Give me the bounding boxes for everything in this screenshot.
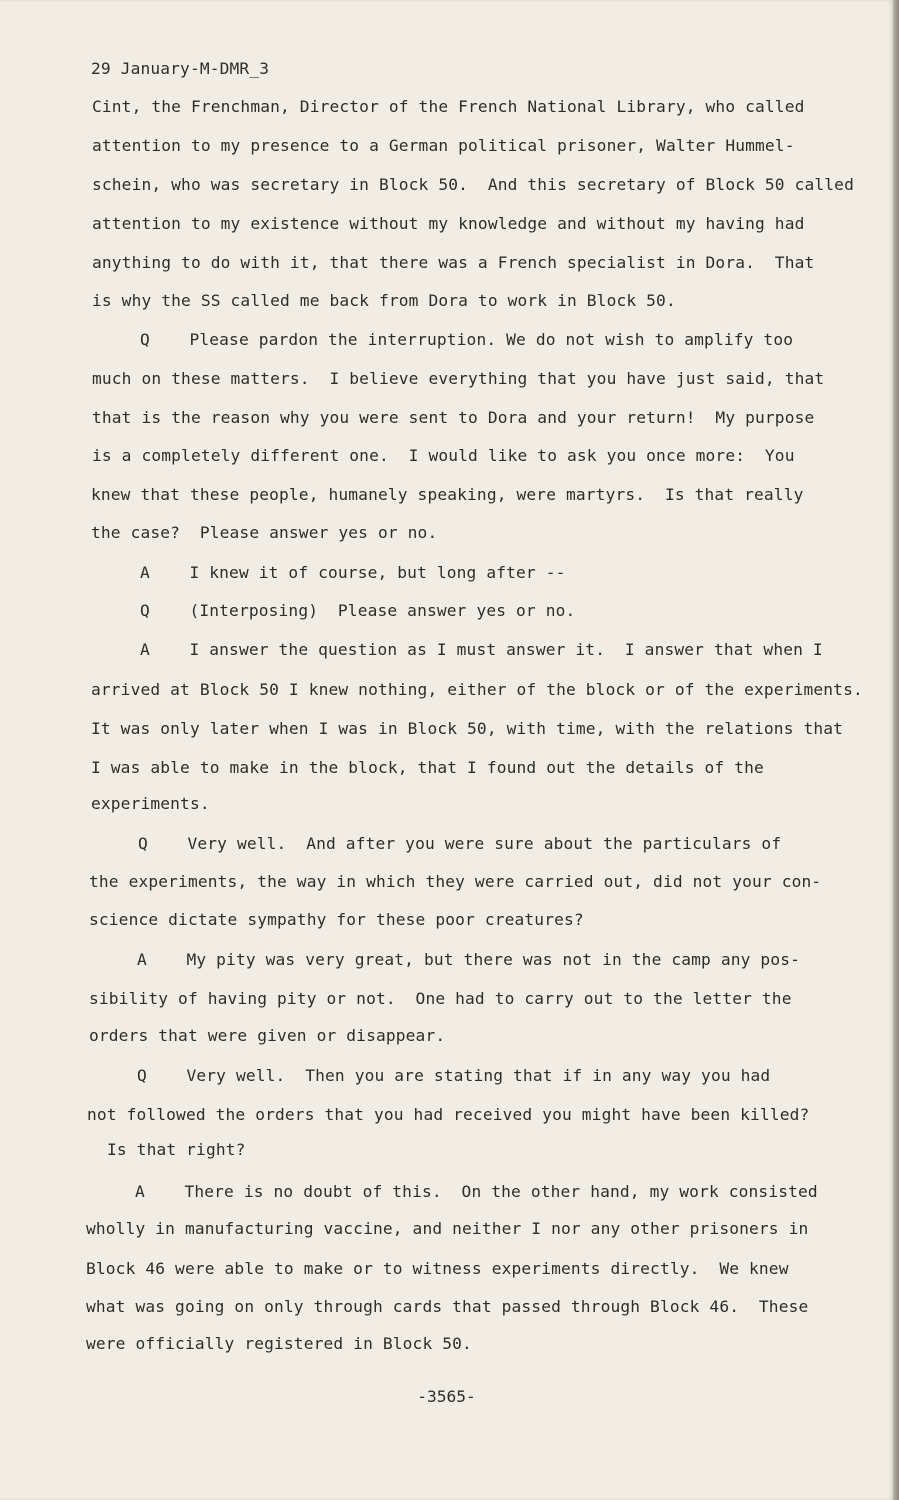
text-line: A I knew it of course, but long after -- [140, 563, 566, 582]
text-line: Q (Interposing) Please answer yes or no. [140, 601, 576, 620]
text-line: I was able to make in the block, that I found out the details of the [91, 758, 764, 777]
text-line: wholly in manufacturing vaccine, and neither I nor any other prisoners in [86, 1219, 809, 1238]
text-line: arrived at Block 50 I knew nothing, either of the block or of the experiments. [91, 680, 863, 699]
text-line: is why the SS called me back from Dora to work in Block 50. [92, 291, 676, 310]
text-line: A There is no doubt of this. On the other hand, my work consisted [135, 1182, 818, 1201]
text-line: sibility of having pity or not. One had to carry out to the letter the [89, 989, 792, 1008]
text-line: the case? Please answer yes or no. [91, 523, 438, 542]
text-line: attention to my existence without my knowledge and without my having had [92, 214, 805, 233]
text-line: were officially registered in Block 50. [86, 1334, 472, 1353]
text-line: A I answer the question as I must answer it. I answer that when I [140, 640, 823, 659]
text-line: attention to my presence to a German political prisoner, Walter Hummel- [92, 136, 795, 155]
text-line: that is the reason why you were sent to Dora and your return! My purpose [92, 408, 815, 427]
text-line: Q Very well. Then you are stating that if in any way you had [137, 1066, 771, 1085]
text-line: anything to do with it, that there was a French specialist in Dora. That [92, 253, 815, 272]
text-line: much on these matters. I believe everything that you have just said, that [92, 369, 825, 388]
text-line: is a completely different one. I would like to ask you once more: You [92, 446, 795, 465]
text-line: Block 46 were able to make or to witness experiments directly. We knew [86, 1259, 789, 1278]
text-line: not followed the orders that you had received you might have been killed? [87, 1105, 810, 1124]
text-line: knew that these people, humanely speaking, were martyrs. Is that really [91, 485, 804, 504]
text-line: the experiments, the way in which they were carried out, did not your con- [89, 872, 822, 891]
text-line: Cint, the Frenchman, Director of the French National Library, who called [92, 97, 805, 116]
text-line: A My pity was very great, but there was not in the camp any pos- [137, 950, 801, 969]
text-line: what was going on only through cards that passed through Block 46. These [86, 1297, 809, 1316]
text-line: science dictate sympathy for these poor creatures? [89, 910, 584, 929]
text-line: orders that were given or disappear. [89, 1026, 446, 1045]
page-header: 29 January-M-DMR_3 [91, 59, 270, 78]
text-line: Q Please pardon the interruption. We do not wish to amplify too [140, 330, 794, 349]
page-edge [893, 0, 899, 1500]
text-line: experiments. [91, 794, 210, 813]
page-number: -3565- [417, 1387, 476, 1406]
text-line: Is that right? [107, 1140, 246, 1159]
text-line: Q Very well. And after you were sure about the particulars of [138, 834, 782, 853]
text-line: schein, who was secretary in Block 50. And this secretary of Block 50 called [92, 175, 854, 194]
text-line: It was only later when I was in Block 50, with time, with the relations that [91, 719, 844, 738]
